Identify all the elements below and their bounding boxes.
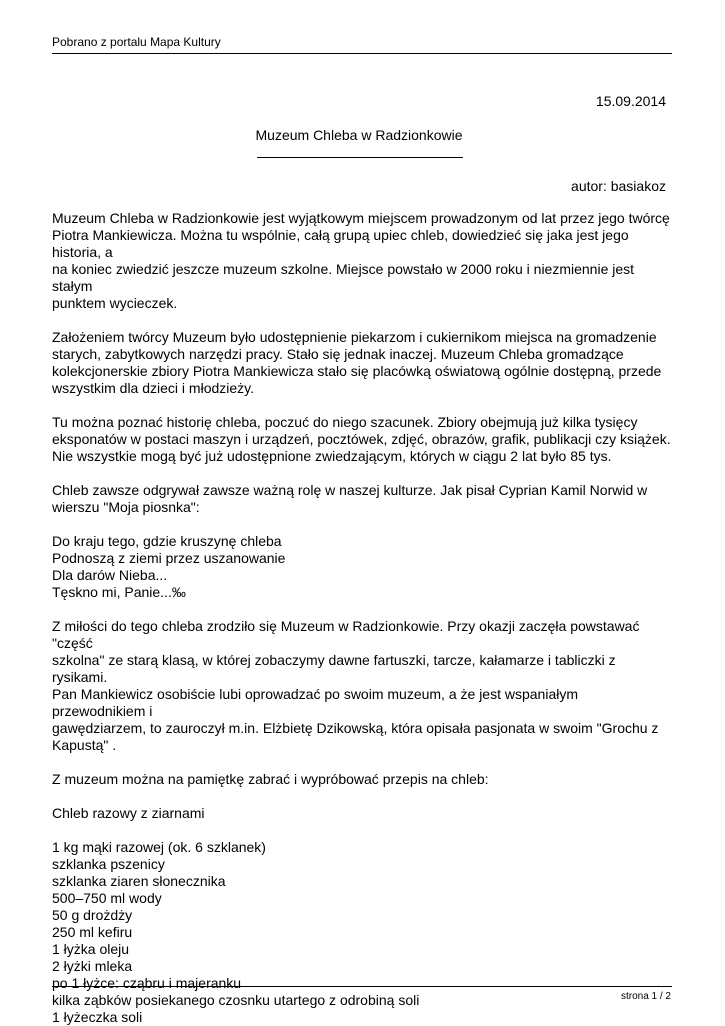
list-item: 50 g drożdży [52,907,133,923]
document-author: autor: basiakoz [571,178,666,194]
list-item: 2 łyżki mleka [52,958,133,974]
list-item: szklanka pszenicy [52,856,165,872]
title-underline [257,157,463,158]
paragraph-norwid: Chleb zawsze odgrywał zawsze ważną rolę w naszej kulturze. Jak pisał Cyprian Kamil Norwid w wierszu "Moja piosnka": [52,482,648,515]
page-header-source: Pobrano z portalu Mapa Kultury [52,35,221,49]
paragraph-founder: Założeniem twórcy Muzeum było udostępnienie piekarzom i cukiernikom miejsca na gromadzenie starych, zabytkowych narzędzi pracy. Stało się jednak inaczej. Muzeum Chleba gromadzące kolekcjonerskie zbiory Piotra Mankiewicza stało się placówką oświatową ogólnie dostępną, przede wszystkim dla dzieci i młodzieży. [52,329,662,396]
list-item: po 1 łyżce: cząbru i majeranku [52,975,242,991]
list-item: 1 łyżka oleju [52,941,130,957]
document-date: 15.09.2014 [595,93,666,109]
paragraph-recipe-intro: Z muzeum można na pamiętkę zabrać i wypróbować przepis na chleb: [52,771,489,787]
ingredient-list [52,839,672,1026]
footer-divider [52,986,672,987]
list-item: kilka ząbków posiekanego czosnku utartego z odrobiną soli [52,992,420,1008]
paragraph-collection: Tu można poznać historię chleba, poczuć do niego szacunek. Zbiory obejmują już kilka tysięcy eksponatów w postaci maszyn i urządzeń, pocztówek, zdjęć, obrazów, grafik, publikacji czy książek. Nie wszystkie mogą być już udostępnione zwiedzającym, których w ciągu 2 lat było 85 tys. [52,414,671,464]
list-item: 250 ml kefiru [52,924,133,940]
list-item: 500–750 ml wody [52,890,162,906]
paragraph-school: Z miłości do tego chleba zrodziło się Muzeum w Radzionkowie. Przy okazji zaczęła powstawać "część szkolna" ze starą klasą, w której zobaczymy dawne fartuszki, tarcze, kałamarze i tabliczki z rysikami. Pan Mankiewicz osobiście lubi oprowadzać po swoim muzeum, a że jest wspaniałym przewodnikiem i gawędziarzem, to zauroczył m.in. Elżbietę Dzikowską, która opisała pasjonata w swoim "Grochu z Kapustą" . [52,618,659,753]
list-item: szklanka ziaren słonecznika [52,873,226,889]
page-number: strona 1 / 2 [620,991,671,1002]
recipe-title: Chleb razowy z ziarnami [52,805,205,821]
list-item: 1 kg mąki razowej (ok. 6 szklanek) [52,839,266,855]
poem-quote: Do kraju tego, gdzie kruszynę chleba Podnoszą z ziemi przez uszanowanie Dla darów Nieba... Tęskno mi, Panie...‰ [52,533,286,600]
header-divider [52,53,672,54]
list-item: 1 łyżeczka soli [52,1009,143,1025]
paragraph-intro: Muzeum Chleba w Radzionkowie jest wyjątkowym miejscem prowadzonym od lat przez jego twórcę Piotra Mankiewicza. Można tu wspólnie, całą grupą upiec chleb, dowiedzieć się jaka jest jego historia, a na koniec zwiedzić jeszcze muzeum szkolne. Miejsce powstało w 2000 roku i niezmiennie jest stałym punktem wycieczek. [52,210,670,311]
article-body [52,210,672,1026]
document-title: Muzeum Chleba w Radzionkowie [255,127,463,143]
